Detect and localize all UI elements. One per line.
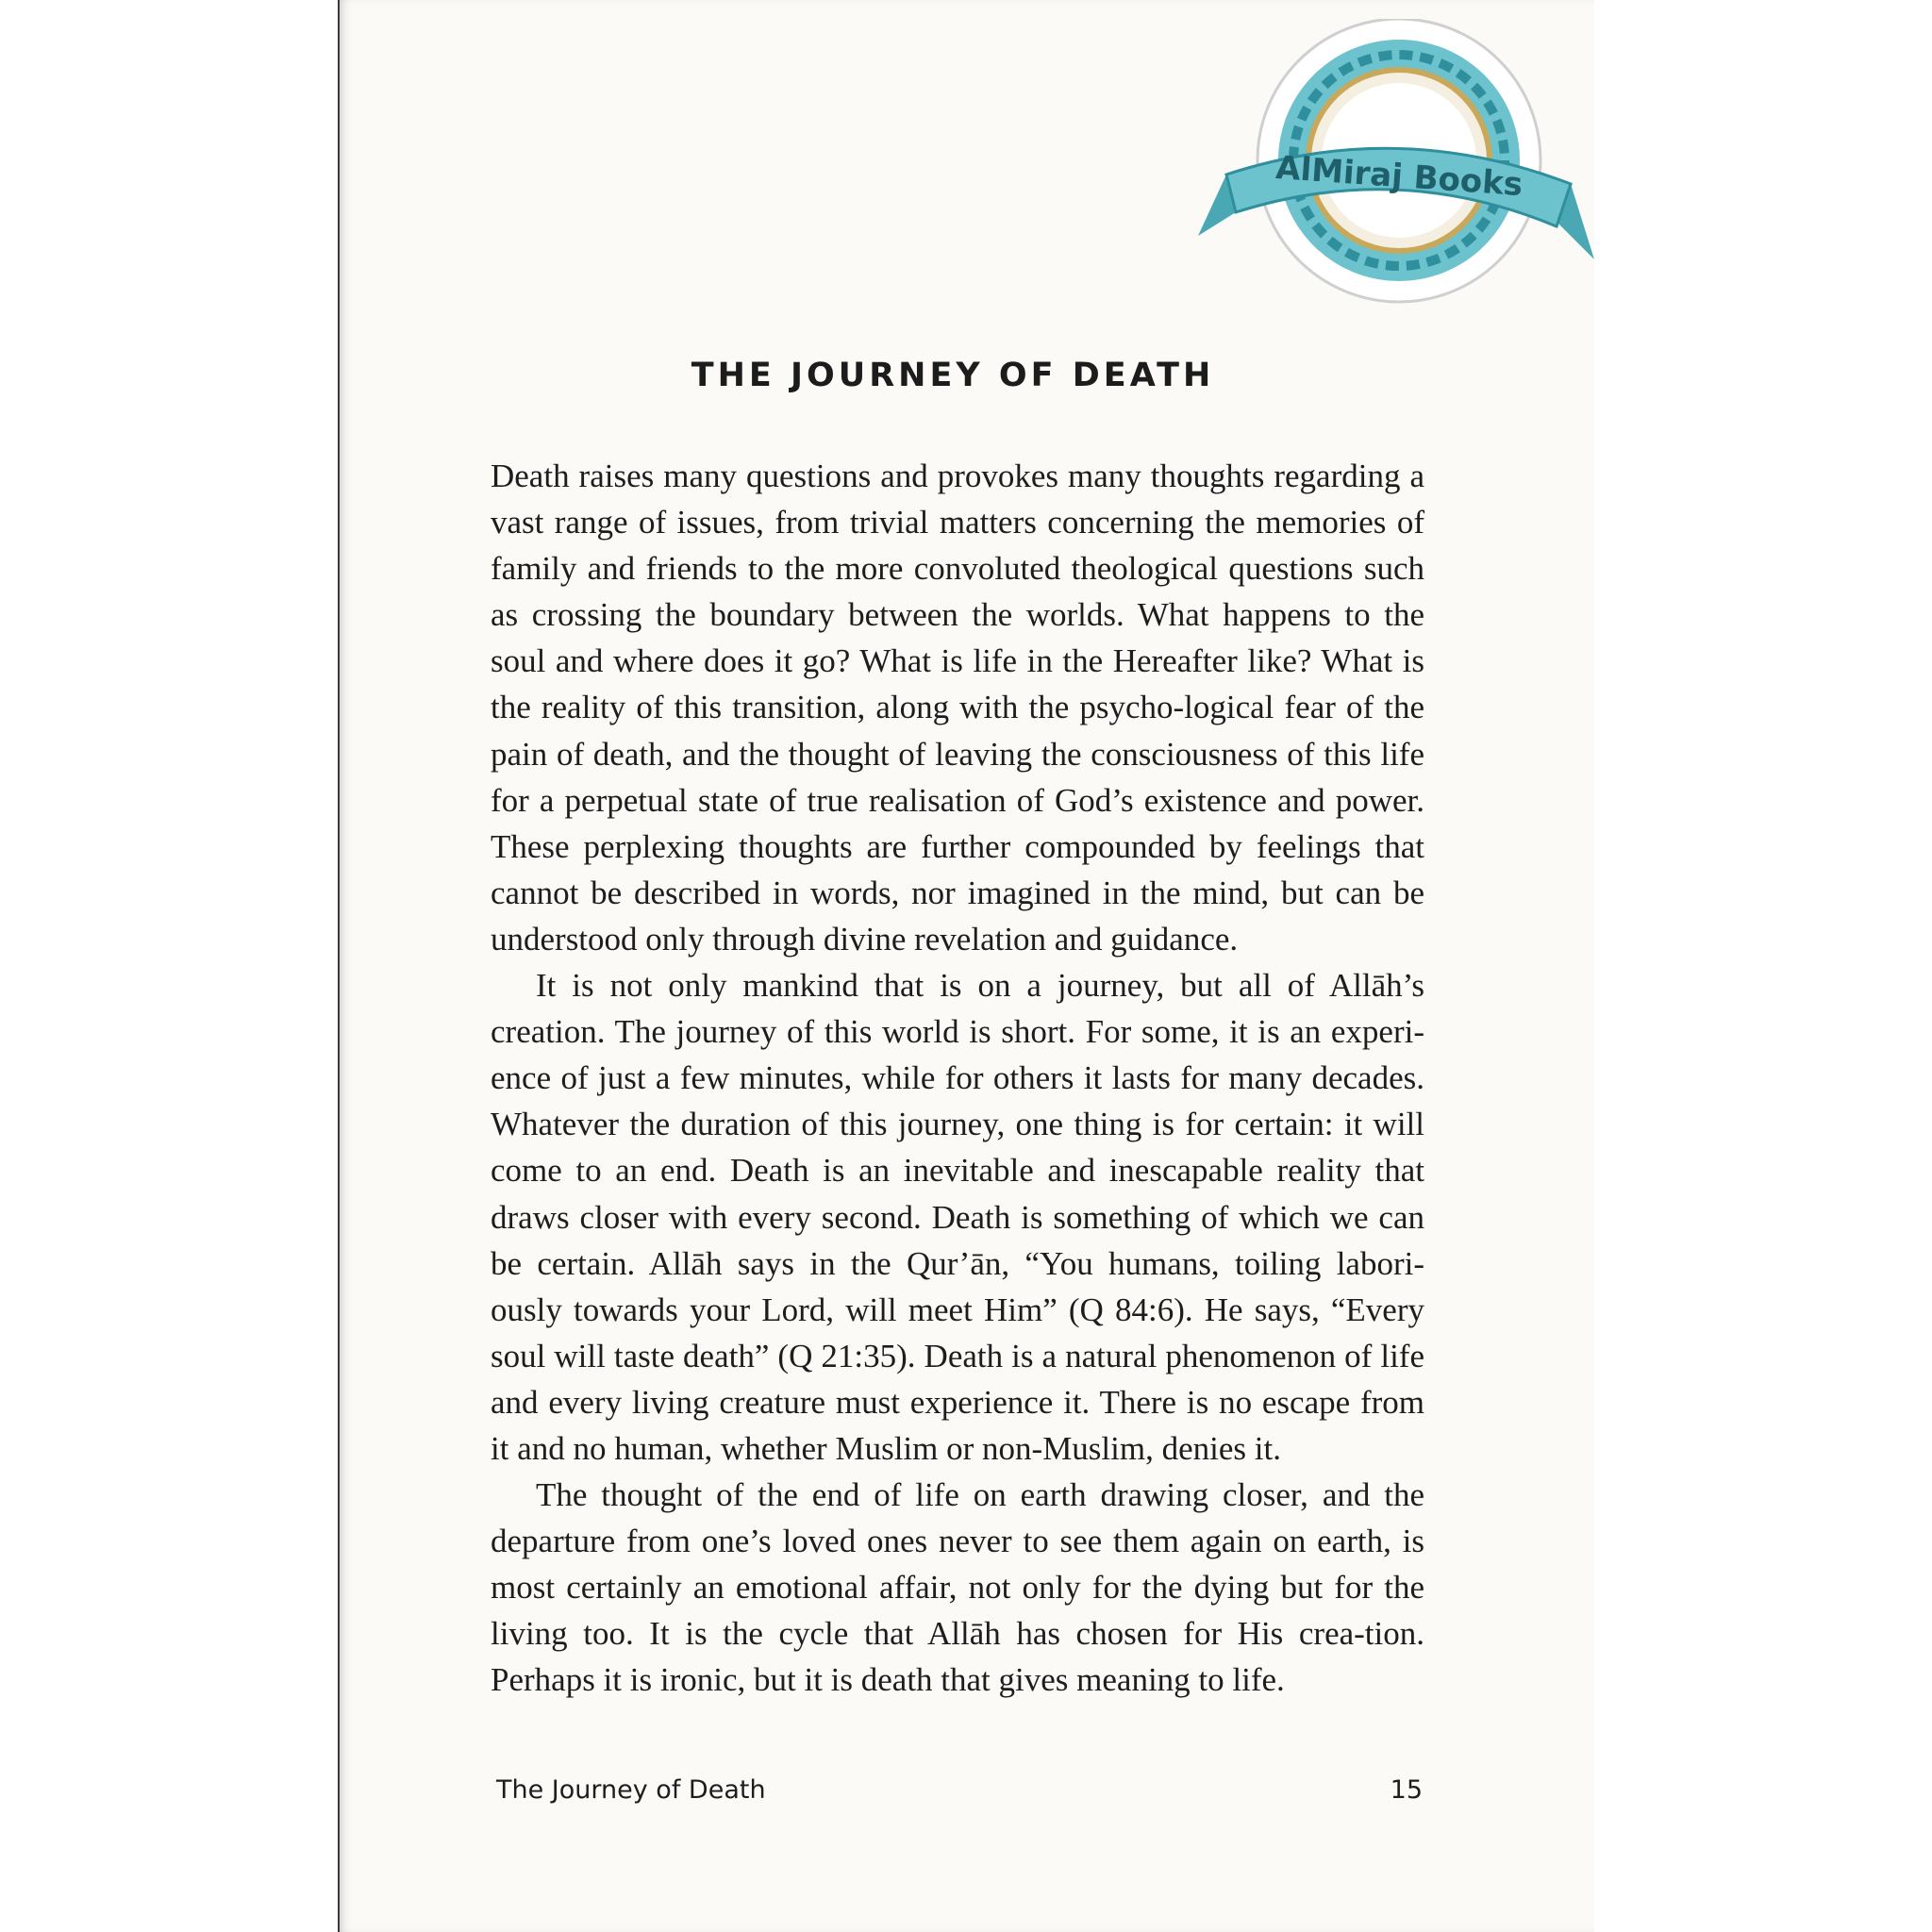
body-text	[491, 453, 1424, 1704]
paragraph-3: The thought of the end of life on earth drawing closer, and the departure from one’s loved ones never to see them again on earth, is most certainly an emotional affair, not only for the dying but for the living too. It is the cycle that Allāh has chosen for His crea-tion. Perhaps it is ironic, but it is death that gives meaning to life.	[491, 1476, 1424, 1699]
logo-text: AlMiraj Books	[1274, 148, 1524, 205]
paragraph-2: It is not only mankind that is on a journey, but all of Allāh’s creation. The journey of this world is short. For some, it is an experi-ence of just a few minutes, while for others it lasts for many decades. Whatever the duration of this journey, one thing is for certain: it will come to an end. Death is an inevitable and inescapable reality that draws closer with every second. Death is something of which we can be certain. Allāh says in the Qur’ān, “You humans, toiling labori-ously towards your Lord, will meet Him” (Q 84:6). He says, “Every soul will taste death” (Q 21:35). Death is a natural phenomenon of life and every living creature must experience it. There is no escape from it and no human, whether Muslim or non-Muslim, denies it.	[491, 967, 1424, 1467]
almiraj-books-logo	[1198, 19, 1594, 311]
chapter-title: THE JOURNEY OF DEATH	[691, 357, 1215, 394]
running-footer-title: The Journey of Death	[496, 1775, 766, 1805]
page-number: 15	[1390, 1775, 1423, 1805]
paragraph-1: Death raises many questions and provokes many thoughts regarding a vast range of issues, from trivial matters concerning the memories of family and friends to the more convoluted theological questions such as crossing the boundary between the worlds. What happens to the soul and where does it go? What is life in the Hereafter like? What is the reality of this transition, along with the psycho-logical fear of the pain of death, and the thought of leaving the consciousness of this life for a perpetual state of true realisation of God’s existence and power. These perplexing thoughts are further compounded by feelings that cannot be described in words, nor imagined in the mind, but can be understood only through divine revelation and guidance.	[491, 458, 1424, 958]
